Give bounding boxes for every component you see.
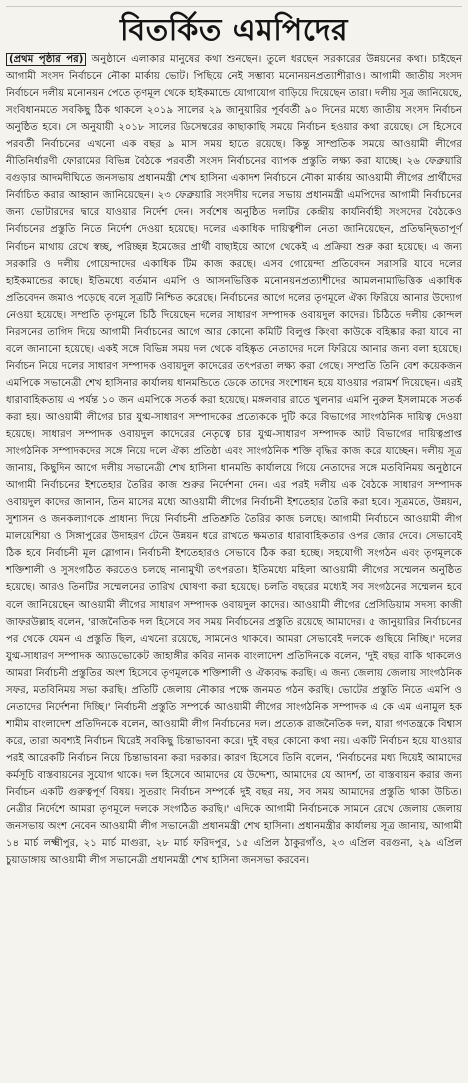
article-headline: বিতর্কিত এমপিদের: [119, 13, 349, 48]
article-paragraph: [6, 51, 462, 869]
article-text: অনুষ্ঠানে এলাকার মানুষের কথা শুনছেন। তুলে ধরছেন সরকারের উন্নয়নের কথা। চাইছেন আগামী সংসদ নির্বাচনে নৌকা মার্কায় ভোট। পিছিয়ে নেই সম্ভাব্য মনোনয়নপ্রত্যাশীরাও। আগামী জাতীয় সংসদ নির্বাচনে দলীয় মনোনয়ন পেতে তৃণমূল থেকে হাইকমান্ডে যোগাযোগ বাড়িয়ে দিয়েছেন তারা। দলীয় সূত্র জানিয়েছে, সংবিধানমতে সবকিছু ঠিক থাকলে ২০১৯ সালের ২৯ জানুয়ারির পূর্ববর্তী ৯০ দিনের মধ্যে জাতীয় সংসদ নির্বাচন অনুষ্ঠিত হবে। সে অনুযায়ী ২০১৮ সালের ডিসেম্বরের কাছাকাছি সময়ে নির্বাচন হওয়ার কথা রয়েছে। সে হিসেবে পরবর্তী নির্বাচনের এখনো এক বছর ৯ মাস সময় হাতে রয়েছে। কিন্তু সাম্প্রতিক সময়ে আওয়ামী লীগের নীতিনির্ধারণী ফোরামের বিভিন্ন বৈঠকে পরবর্তী সংসদ নির্বাচনের ব্যাপক প্রস্তুতি লক্ষ্য করা যাচ্ছে। ২৬ ফেব্রুয়ারি বগুড়ার আদমদীঘিতে জনসভায় প্রধানমন্ত্রী শেখ হাসিনা একাদশ নির্বাচনে নৌকা মার্কায় আওয়ামী লীগের প্রার্থীদের নির্বাচিত করার আহ্বান জানিয়েছেন। ২৩ ফেব্রুয়ারি সংসদীয় দলের সভায় প্রধানমন্ত্রী এমপিদের আগামী নির্বাচনের জন্য ভোটারদের দ্বারে যাওয়ার নির্দেশ দেন। সর্বশেষ অনুষ্ঠিত দলটির কেন্দ্রীয় কার্যনির্বাহী সংসদের বৈঠকেও নির্বাচনের প্রস্তুতি নিতে নির্দেশ দেওয়া হয়েছে। দলের একাধিক দায়িত্বশীল নেতা জানিয়েছেন, প্রতিদ্বন্দ্বিতাপূর্ণ নির্বাচন মাথায় রেখে স্বচ্ছ, পরিচ্ছন্ন ইমেজের প্রার্থী বাছাইয়ে আগে থেকেই এ প্রক্রিয়া শুরু করা হয়েছে। এ জন্য সরকারি ও দলীয় গোয়েন্দাদের একাধিক টিম কাজ করছে। এসব গোয়েন্দা প্রতিবেদন সরাসরি যাবে দলের হাইকমান্ডের কাছে। ইতিমধ্যে বর্তমান এমপি ও আসনভিত্তিক মনোনয়নপ্রত্যাশীদের আমলনামাভিত্তিক একাধিক প্রতিবেদন জমাও পড়েছে বলে সূত্রটি নিশ্চিত করেছে। নির্বাচনের আগে দলের তৃণমূলে ঐক্য ফিরিয়ে আনার উদ্যোগ নেওয়া হয়েছে। সম্প্রতি তৃণমূলে চিঠি দিয়েছেন দলের সাধারণ সম্পাদক ওবায়দুল কাদের। চিঠিতে দলীয় কোন্দল নিরসনের তাগিদ দিয়ে আগামী নির্বাচনের আগে আর কোনো কমিটি বিলুপ্ত কিংবা কাউকে বহিষ্কার করা যাবে না বলে জানানো হয়েছে। একই সঙ্গে বিভিন্ন সময় দল থেকে বহিষ্কৃত নেতাদের দলে ফিরিয়ে আনার জন্য বলা হয়েছে। নির্বাচন নিয়ে দলের সাধারণ সম্পাদক ওবায়দুল কাদেরের তৎপরতা লক্ষ্য করা গেছে। সম্প্রতি তিনি বেশ কয়েকজন এমপিকে সভানেত্রী শেখ হাসিনার কার্যালয় ধানমন্ডিতে ডেকে তাদের সংশোধন হয়ে যাওয়ার পরামর্শ দিয়েছেন। এরই ধারাবাহিকতায় এ পর্যন্ত ১০ জন এমপিকে সতর্ক করা হয়েছে। মঙ্গলবার রাতে খুলনার এমপি নুরুল ইসলামকে সতর্ক করা হয়। আওয়ামী লীগের চার যুগ্ম-সাধারণ সম্পাদকের প্রত্যেককে দুটি করে বিভাগের সাংগঠনিক দায়িত্ব দেওয়া হয়েছে। সাধারণ সম্পাদক ওবায়দুল কাদেরের নেতৃত্বে চার যুগ্ম-সাধারণ সম্পাদক আট বিভাগের দায়িত্বপ্রাপ্ত সাংগঠনিক সম্পাদকদের সঙ্গে নিয়ে দলে ঐক্য প্রতিষ্ঠা এবং সাংগঠনিক শক্তি বৃদ্ধির কাজ করে যাচ্ছেন। দলীয় সূত্র জানায়, কিছুদিন আগে দলীয় সভানেত্রী শেখ হাসিনা ধানমন্ডি কার্যালয়ে গিয়ে নেতাদের সঙ্গে মতবিনিময় অনুষ্ঠানে আগামী নির্বাচনের ইশতেহার তৈরির কাজ শুরুর নির্দেশনা দেন। এর পরই দলীয় এক বৈঠকে সাধারণ সম্পাদক ওবায়দুল কাদের জানান, তিন মাসের মধ্যে আওয়ামী লীগের নির্বাচনী ইশতেহার তৈরি করা হবে। সূত্রমতে, উন্নয়ন, সুশাসন ও জনকল্যাণকে প্রাধান্য দিয়ে নির্বাচনী প্রতিশ্রুতি তৈরির কাজ চলছে। আগামী নির্বাচনে আওয়ামী লীগ মালয়েশিয়া ও সিঙ্গাপুরের উদাহরণ টেনে উন্নয়ন ধরে রাখতে ক্ষমতার ধারাবাহিকতার ওপর জোর দেবে। সেভাবেই ঠিক হবে নির্বাচনী মূল স্লোগান। নির্বাচনী ইশতেহারও সেভাবে ঠিক করা হচ্ছে। সহযোগী সংগঠন এবং তৃণমূলকে শক্তিশালী ও সুসংগঠিত করতেও চলছে নানামুখী তৎপরতা। ইতিমধ্যে মহিলা আওয়ামী লীগের সম্মেলন অনুষ্ঠিত হয়েছে। আরও তিনটির সম্মেলনের তারিখ ঘোষণা করা হয়েছে। চলতি বছরের মধ্যেই সব সংগঠনের সম্মেলন হবে বলে জানিয়েছেন আওয়ামী লীগের সাধারণ সম্পাদক ওবায়দুল কাদের। আওয়ামী লীগের প্রেসিডিয়াম সদস্য কাজী জাফরউল্লাহ বলেন, 'রাজনৈতিক দল হিসেবে সব সময় নির্বাচনের প্রস্তুতি রয়েছে আমাদের। ৫ জানুয়ারির নির্বাচনের পর থেকে যেমন এ প্রস্তুতি ছিল, এখনো রয়েছে, সামনেও থাকবে। আমরা সেভাবেই দলকে গুছিয়ে নিচ্ছি।' দলের যুগ্ম-সাধারণ সম্পাদক অ্যাডভোকেট জাহাঙ্গীর কবির নানক বাংলাদেশ প্রতিদিনকে বলেন, 'দুই বছর বাকি থাকলেও আমরা নির্বাচনী প্রস্তুতির অংশ হিসেবে তৃণমূলকে শক্তিশালী ও ঐক্যবদ্ধ করছি। এ জন্য জেলায় জেলায় সাংগঠনিক সফর, মতবিনিময় সভা করছি। প্রতিটি জেলায় নৌকার পক্ষে জনমত গঠন করছি। ভোটের প্রস্তুতি নিতে এমপি ও নেতাদের নির্দেশনা দিচ্ছি।' নির্বাচনী প্রস্তুতি সম্পর্কে আওয়ামী লীগের সাংগঠনিক সম্পাদক এ কে এম এনামুল হক শামীম বাংলাদেশ প্রতিদিনকে বলেন, আওয়ামী লীগ নির্বাচনের দল। প্রত্যেক রাজনৈতিক দল, যারা গণতন্ত্রকে বিশ্বাস করে, তারা অবশ্যই নির্বাচন ঘিরেই সবকিছু চিন্তাভাবনা করে। দুই বছর কোনো কথা নয়। একটি নির্বাচন হয়ে যাওয়ার পরই আরেকটি নির্বাচন নিয়ে চিন্তাভাবনা করা দরকার। কারণ হিসেবে তিনি বলেন, 'নির্বাচনের মধ্য দিয়েই আমাদের কর্মসূচি বাস্তবায়নের সুযোগ থাকে। দল হিসেবে আমাদের যে উদ্দেশ্য, আমাদের যে আদর্শ, তা বাস্তবায়ন করার জন্য নির্বাচন একটি গুরুত্বপূর্ণ বিষয়। সুতরাং নির্বাচন সম্পর্কে দুই বছর নয়, সব সময় আমাদের প্রস্তুতি থাকা উচিত। নেত্রীর নির্দেশে আমরা তৃণমূলে দলকে সংগঠিত করছি।' এদিকে আগামী নির্বাচনকে সামনে রেখে জেলায় জেলায় জনসভায় অংশ নেবেন আওয়ামী লীগ সভানেত্রী প্রধানমন্ত্রী শেখ হাসিনা। প্রধানমন্ত্রীর কার্যালয় সূত্র জানায়, আগামী ১৪ মার্চ লক্ষ্মীপুর, ২১ মার্চ মাগুরা, ২৮ মার্চ ফরিদপুর, ১৫ এপ্রিল ঠাকুরগাঁও, ২৩ এপ্রিল বরগুনা, ২৯ এপ্রিল চুয়াডাঙ্গায় আওয়ামী লীগ সভানেত্রী প্রধানমন্ত্রী শেখ হাসিনা জনসভা করবেন।: [6, 54, 462, 867]
continued-from-label: (প্রথম পৃষ্ঠার পর): [6, 53, 86, 66]
top-edge-divider: [6, 0, 462, 7]
article-body: [6, 51, 462, 869]
